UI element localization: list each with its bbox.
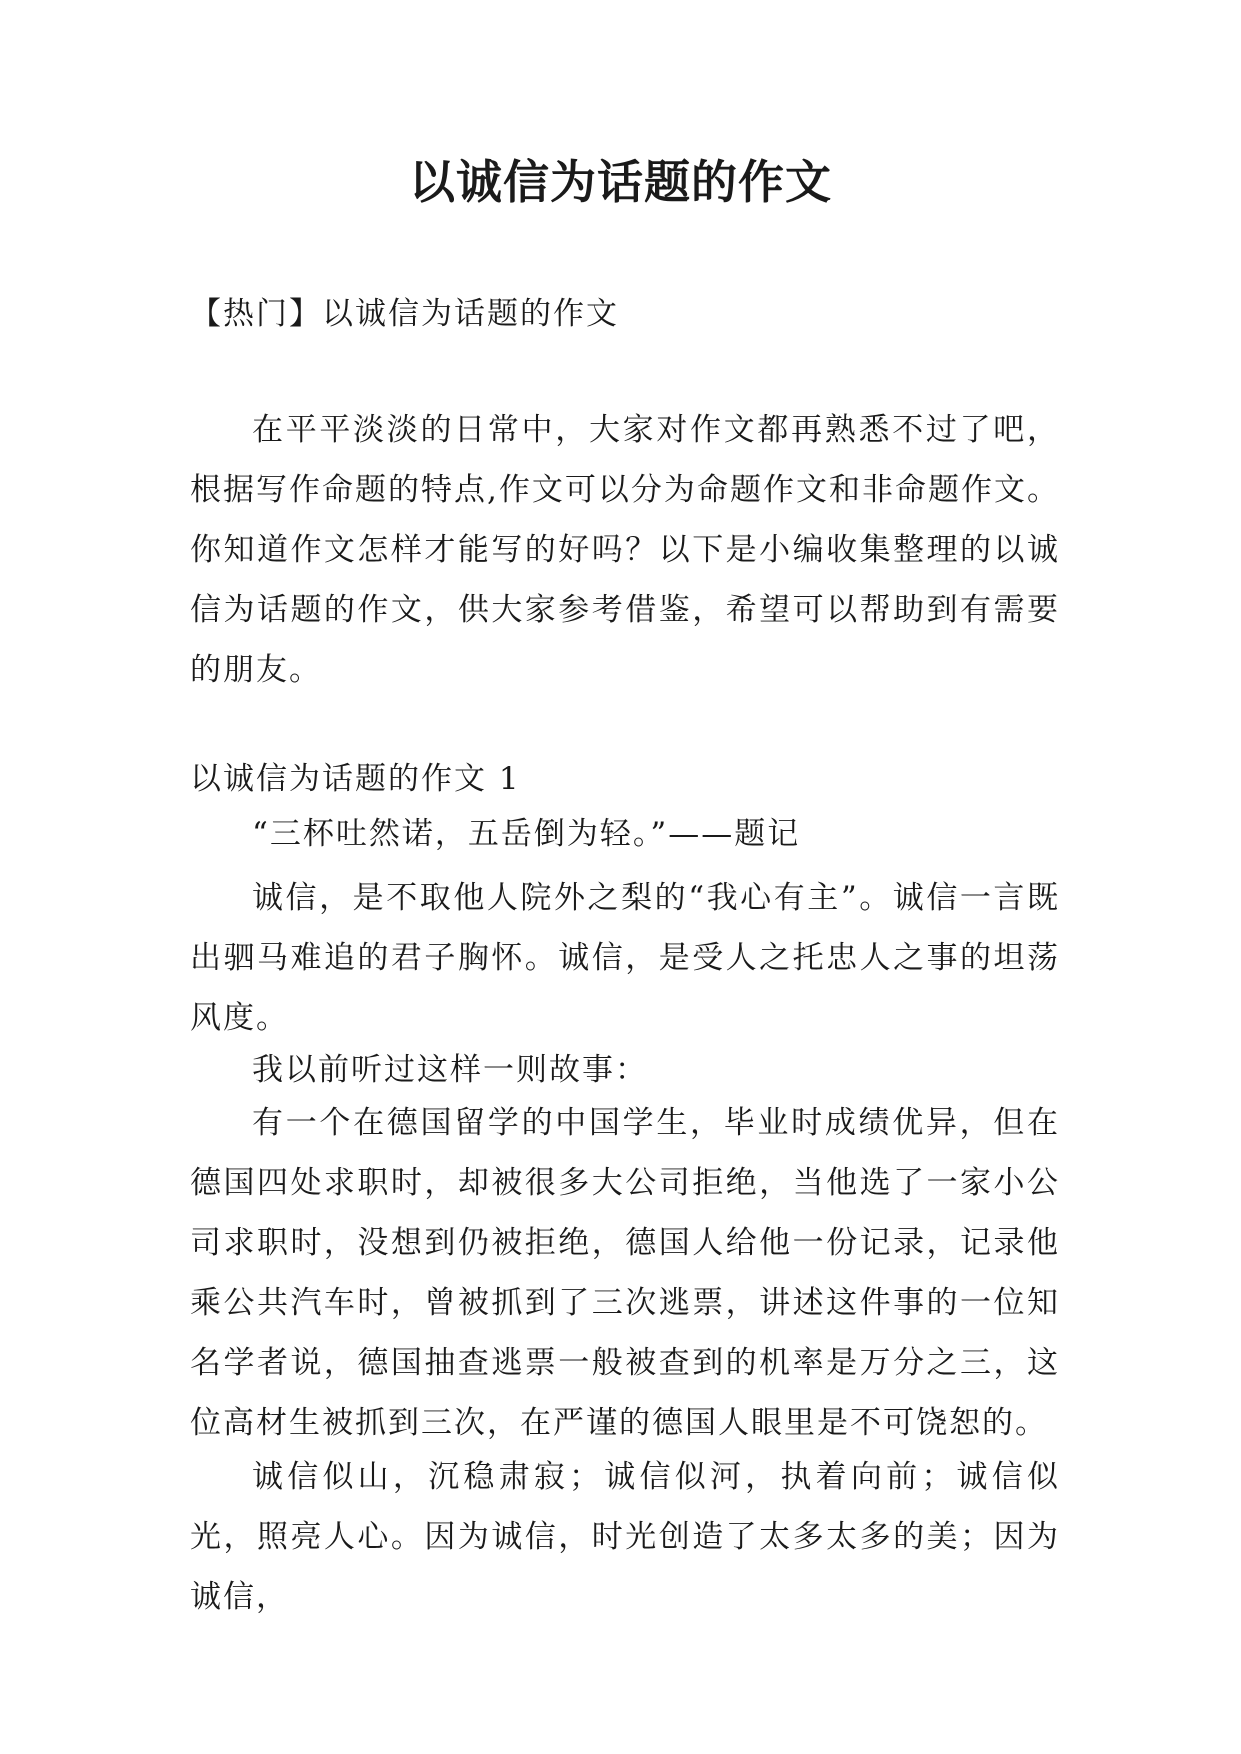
body-paragraph: 诚信似山，沉稳肃寂；诚信似河，执着向前；诚信似光，照亮人心。因为诚信，时光创造了太多太多的美；因为诚信， (190, 1459, 1060, 1615)
epigraph: “三杯吐然诺，五岳倒为轻。”——题记 (252, 816, 801, 852)
body-paragraph: 我以前听过这样一则故事： (252, 1052, 648, 1088)
essay-heading: 以诚信为话题的作文 1 (190, 761, 521, 797)
body-paragraph: 诚信，是不取他人院外之梨的“我心有主”。诚信一言既出驷马难追的君子胸怀。诚信，是受人之托忠人之事的坦荡风度。 (190, 880, 1060, 1036)
intro-paragraph: 在平平淡淡的日常中，大家对作文都再熟悉不过了吧，根据写作命题的特点,作文可以分为命题作文和非命题作文。你知道作文怎样才能写的好吗？以下是小编收集整理的以诚信为话题的作文，供大家参考借鉴，希望可以帮助到有需要的朋友。 (190, 412, 1060, 688)
body-paragraph: 有一个在德国留学的中国学生，毕业时成绩优异，但在德国四处求职时，却被很多大公司拒绝，当他选了一家小公司求职时，没想到仍被拒绝，德国人给他一份记录，记录他乘公共汽车时，曾被抓到了三次逃票，讲述这件事的一位知名学者说，德国抽查逃票一般被查到的机率是万分之三，这位高材生被抓到三次，在严谨的德国人眼里是不可饶恕的。 (190, 1105, 1060, 1441)
document-title: 以诚信为话题的作文 (409, 155, 832, 209)
document-subtitle: 【热门】以诚信为话题的作文 (190, 296, 619, 332)
